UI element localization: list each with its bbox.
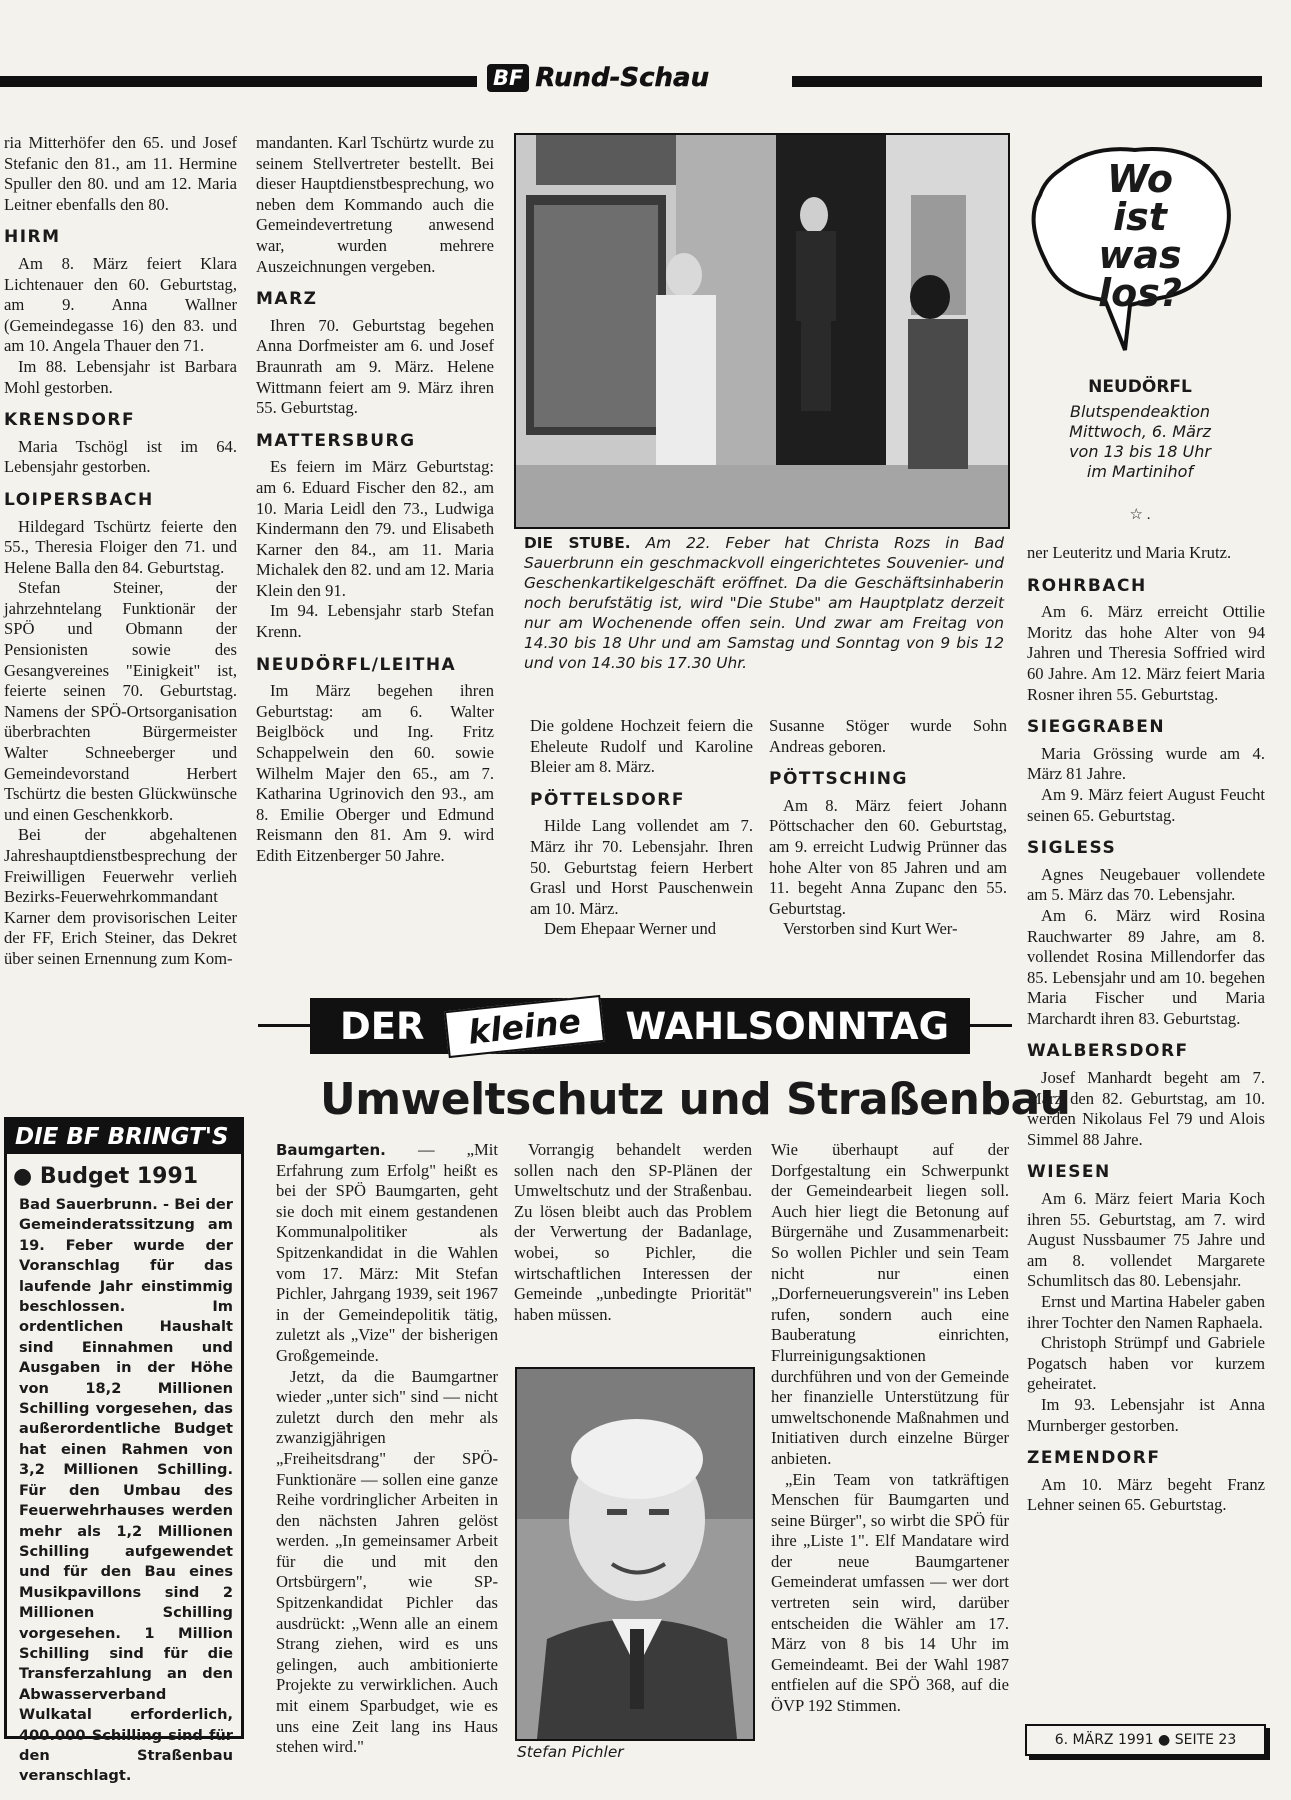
article-column-2: [514, 1140, 752, 1325]
masthead-rule-right: [792, 76, 1262, 87]
bf-bringts-text: Bad Sauerbrunn. - Bei der Gemeinderatssitzung am 19. Feber wurde der Voranschlag für das laufende Jahr einstimmig beschlossen. Im ordentlichen Haushalt sind Einnahmen und Ausgaben in der Höhe von 18,2 Millionen Schilling vorgesehen, das außerordentliche Budget hat einen Rahmen von 3,2 Millionen Schilling. Für den Umbau des Feuerwehrhauses werden mehr als 1,2 Millionen Schilling aufgewendet und für den Bau eines Musikpavillons sind 2 Millionen Schilling vorgesehen. 1 Million Schilling sind für die Transferzahlung an den Abwasserverband Wulkatal erforderlich, 400.000 Schilling sind für den Straßenbau veranschlagt.: [19, 1196, 233, 1785]
paragraph: Hildegard Tschürtz feierte den 55., Theresia Floiger den 71. und Helene Balla den 84. Geburtstag.: [4, 516, 237, 577]
paragraph: Hilde Lang vollendet am 7. März ihr 70. Lebensjahr. Ihren 50. Geburtstag feiern Herbert Grasl und Horst Pauschenwein am 10. März.: [530, 816, 753, 918]
column-3a: [530, 716, 753, 940]
article-column-1: [276, 1140, 498, 1758]
section-heading-sigless: SIGLESS: [1027, 838, 1117, 859]
paragraph: Am 6. März feiert Maria Koch ihren 55. Geburtstag, am 7. wird August Nussbaumer 75 Jahre und am 8. vollendet Margarete Schumlitsch das 80. Lebensjahr.: [1027, 1189, 1265, 1291]
shop-photo-illustration: [516, 135, 1008, 527]
paragraph: Am 8. März feiert Klara Lichtenauer den 60. Geburtstag, am 9. Anna Wallner (Gemeindegasse 16) den 83. und am 10. Angela Thauer den 71.: [4, 253, 237, 356]
article-column-3: [771, 1140, 1009, 1717]
paragraph: Verstorben sind Kurt Wer-: [783, 919, 958, 939]
section-heading-marz: MARZ: [256, 289, 318, 310]
section-heading-rohrbach: ROHRBACH: [1027, 575, 1147, 596]
masthead-logo: [487, 63, 709, 93]
column-2: [256, 133, 494, 867]
column-4a: [769, 716, 1007, 940]
section-heading-walbersdorf: WALBERSDORF: [1027, 1041, 1189, 1062]
banner-left-text: DER: [340, 1004, 425, 1048]
paragraph: Bei der abgehaltenen Jahreshauptdienstbesprechung der Freiwilligen Feuerwehr verlieh Bezirks-Feuerwehrkommandant Karner dem provisorischen Leiter der FF, Erich Steiner, das Dekret über seinen Ernennung zum Kom-: [4, 825, 237, 968]
wahlsonntag-banner: [310, 998, 970, 1054]
paragraph: Am 9. März feiert August Feucht seinen 65. Geburtstag.: [1027, 784, 1265, 825]
section-heading-pottelsdorf: PÖTTELSDORF: [530, 789, 685, 810]
section-heading-krensdorf: KRENSDORF: [4, 410, 136, 431]
banner-rule-left: [258, 1024, 310, 1027]
paragraph: Jetzt, da die Baumgartner wieder „unter sich" sind — nicht zuletzt durch den mehr als zwanzigjährigen „Freiheitsdrang" der SPÖ-Funktionäre — sollen eine ganze Reihe vordringlicher Arbeiten in den nächsten Jahren gelöst werden. „In gemeinsamer Arbeit für die und mit den Ortsbürgern", wie SP-Spitzenkandidat Pichler das ausdrückt: „Wenn alle an einem Strang ziehen, wird es uns gelingen, auch ambitionierte Projekte zu verwirklichen. Auch mit einem Sparbudget, wie es uns eine Zeit lang ins Haus stehen wird.": [276, 1366, 498, 1757]
section-heading-loipersbach: LOIPERSBACH: [4, 489, 154, 510]
paragraph: Am 8. März feiert Johann Pöttschacher den 60. Geburtstag, am 9. erreicht Ludwig Prünner das hohe Alter von 85 Jahren und am 11. begeht Anna Zupanc den 55. Geburtstag.: [769, 795, 1007, 918]
section-title: Rund-Schau: [535, 63, 710, 93]
wo-ist-place: NEUDÖRFL: [1088, 377, 1192, 397]
photo-caption-die-stube: [524, 533, 1004, 673]
banner-right-text: WAHLSONNTAG: [625, 1004, 950, 1048]
masthead-rule-left: [0, 76, 477, 87]
paragraph: Susanne Stöger wurde Sohn Andreas geboren.: [769, 716, 1007, 756]
bf-bringts-box: [4, 1117, 244, 1785]
bf-bringts-title: ● Budget 1991: [13, 1164, 199, 1189]
section-heading-neudorfl: NEUDÖRFL/LEITHA: [256, 654, 457, 675]
event-line: im Martinihof: [1086, 462, 1194, 481]
paragraph: Die goldene Hochzeit feiern die Eheleute Rudolf und Karoline Bleier am 8. März.: [530, 716, 753, 777]
paragraph: ria Mitterhöfer den 65. und Josef Stefanic den 81., am 11. Hermine Spuller den 80. und am 12. Maria Leitner ebenfalls den 80.: [4, 133, 237, 214]
photo-stefan-pichler: [515, 1367, 755, 1741]
bf-bringts-header: DIE BF BRINGT'S: [7, 1120, 241, 1154]
paragraph: Wie überhaupt auf der Dorfgestaltung ein Schwerpunkt der Gemeindearbeit liegen soll. Auch hier liegt die Betonung auf Bürgernähe und Zusammenarbeit: So wollen Pichler und sein Team nicht nur einen „Dorferneuerungsverein" ins Leben rufen, sondern auch eine Bauberatung einrichten, Flurreinigungsaktionen durchführen und von der Gemeinde her finanzielle Unterstützung für umweltschonende Maßnahmen und Initiativen durch einzelne Bürger anbieten.: [771, 1140, 1009, 1468]
bubble-line: los?: [1098, 271, 1182, 315]
paragraph: Maria Grössing wurde am 4. März 81 Jahre.: [1027, 743, 1265, 784]
paragraph: Am 6. März wird Rosina Rauchwarter 89 Jahre, am 8. vollendet Rosina Millendorfer das 85. Lebensjahr und am 10. begehen Maria Fischer und Maria Marchardt ihren 83. Geburtstag.: [1027, 905, 1265, 1028]
wo-ist-event: [1030, 402, 1250, 482]
column-1: [4, 133, 237, 970]
paragraph: Dem Ehepaar Werner und: [544, 919, 717, 939]
article-lead: Baumgarten.: [276, 1141, 386, 1159]
paragraph: „Ein Team von tatkräftigen Menschen für Baumgarten und seine Bürger", so wirbt die SPÖ für ihre „Liste 1". Elf Mandatare wird der neue Baumgartener Gemeinderat umfassen — wer dort vertreten sein wird, darüber entscheiden die Wähler am 17. März von 8 bis 14 Uhr im Gemeindeamt. Bei der Wahl 1987 entfielen auf die SPÖ 368, auf die ÖVP 192 Stimmen.: [771, 1469, 1009, 1716]
section-heading-zemendorf: ZEMENDORF: [1027, 1448, 1161, 1469]
paragraph: Am 6. März erreicht Ottilie Moritz das hohe Alter von 94 Jahren und Theresia Soffried wird 60 Jahre. Am 12. März feiert Maria Rosner ihren 55. Geburtstag.: [1027, 602, 1265, 704]
paragraph: Im 94. Lebensjahr starb Stefan Krenn.: [256, 601, 494, 642]
paragraph: Ernst und Martina Habeler gaben ihrer Tochter den Namen Raphaela.: [1027, 1292, 1265, 1332]
paragraph: ner Leuteritz und Maria Krutz.: [1027, 543, 1232, 562]
portrait-illustration: [517, 1369, 753, 1739]
event-line: Mittwoch, 6. März: [1069, 422, 1211, 441]
page-footer: 6. MÄRZ 1991 ● SEITE 23: [1025, 1724, 1266, 1756]
paragraph: mandanten. Karl Tschürtz wurde zu seinem Stellvertreter bestellt. Bei dieser Hauptdienstbesprechung, wo neben dem Kommando auch die Gemeindevertretung anwesend war, wurden mehrere Auszeichnungen vergeben.: [256, 133, 494, 276]
section-heading-wiesen: WIESEN: [1027, 1162, 1111, 1183]
bubble-line: ist was: [1098, 195, 1182, 277]
paragraph: Ihren 70. Geburtstag begehen Anna Dorfmeister am 6. und Josef Braunrath am 9. März. Helene Wittmann feiert am 9. März ihren 55. Geburtstag.: [256, 315, 494, 418]
section-heading-hirm: HIRM: [4, 227, 61, 248]
section-heading-pottsching: PÖTTSCHING: [769, 769, 908, 790]
paragraph: Im 88. Lebensjahr ist Barbara Mohl gestorben.: [4, 356, 237, 397]
caption-text: Am 22. Feber hat Christa Rozs in Bad Sauerbrunn ein geschmackvoll eingerichtetes Souvenier- und Geschenkartikelgeschäft eröffnet. Da die Geschäftsinhaberin noch berufstätig ist, wird "Die Stube" am Hauptplatz derzeit nur am Wochenende offen sein. Und zwar am Freitag von 14.30 bis 18 Uhr und am Samstag und Sonntag von 9 bis 12 und von 14.30 bis 17.30 Uhr.: [524, 534, 1005, 672]
section-heading-sieggraben: SIEGGRABEN: [1027, 717, 1166, 738]
paragraph: Stefan Steiner, der jahrzehntelang Funktionär der SPÖ und Obmann der Pensionisten sowie des Gesangvereines "Einigkeit" ist, feierte seinen 70. Geburtstag. Namens der SPÖ-Ortsorganisation überbrachten Bürgermeister Walter Schneeberger und Gemeindevorstand Herbert Tschürtz die besten Glückwünsche und einen Geschenkkorb.: [4, 578, 237, 824]
bubble-line: Wo: [1107, 157, 1173, 201]
paragraph: Am 10. März begeht Franz Lehner seinen 65. Geburtstag.: [1027, 1474, 1265, 1515]
article-headline: Umweltschutz und Straßenbau: [320, 1074, 1071, 1125]
article-text: — „Mit Erfahrung zum Erfolg" heißt es bei der SPÖ Baumgarten, geht sie doch mit einem gestandenen Kommunalpolitiker als Spitzenkandidat in die Wahlen vom 17. März: Mit Stefan Pichler, Jahrgang 1939, seit 1967 in der Gemeindepolitik tätig, zuletzt als „Vize" der bisherigen Großgemeinde.: [276, 1140, 498, 1365]
event-line: von 13 bis 18 Uhr: [1069, 442, 1211, 461]
paragraph: Im 93. Lebensjahr ist Anna Murnberger gestorben.: [1027, 1394, 1265, 1435]
star-separator: ☆ .: [1129, 507, 1151, 523]
photo-caption-pichler: Stefan Pichler: [517, 1743, 624, 1761]
paragraph: Maria Tschögl ist im 64. Lebensjahr gestorben.: [4, 436, 237, 477]
section-heading-mattersburg: MATTERSBURG: [256, 430, 416, 451]
column-5: [1027, 543, 1265, 1516]
paragraph: Es feiern im März Geburtstag: am 6. Eduard Fischer den 82., am 10. Maria Leidl den 73., Ludwiga Kindermann den 79. und Elisabeth Karner den 84., am 11. Maria Michalek den 82. und am 12. Maria Klein den 91.: [256, 457, 494, 600]
event-line: Blutspendeaktion: [1069, 402, 1211, 421]
caption-lead: DIE STUBE.: [524, 534, 631, 552]
paragraph: Agnes Neugebauer vollendete am 5. März das 70. Lebensjahr.: [1027, 864, 1265, 905]
paragraph: Christoph Strümpf und Gabriele Pogatsch haben vor kurzem geheiratet.: [1027, 1333, 1265, 1394]
paragraph: Vorrangig behandelt werden sollen nach den SP-Plänen der Umweltschutz und der Straßenbau. Zu lösen bleibt auch das Problem der Verwertung der Badanlage, wobei, so Pichler, die wirtschaftlichen Interessen der Gemeinde „unbedingte Priorität" haben müssen.: [514, 1140, 752, 1324]
bubble-text: [1065, 157, 1215, 315]
bf-logo: BF: [487, 64, 529, 92]
banner-kleine: kleine: [444, 994, 605, 1057]
paragraph: Josef Manhardt begeht am 7. März den 82. Geburtstag, am 10. werden Nikolaus Fel 79 und Alois Simmel 88 Jahre.: [1027, 1068, 1265, 1149]
paragraph: Im März begehen ihren Geburtstag: am 6. Walter Beiglböck und Ing. Fritz Schappelwein den 60. sowie Wilhelm Majer den 65., am 7. Katharina Ugrinovich den 93., am 8. Emilie Oberger und Edmund Reismann den 81. Am 9. wird Edith Eitzenberger 50 Jahre.: [256, 681, 494, 865]
photo-die-stube: [514, 133, 1010, 529]
banner-rule-right: [970, 1024, 1012, 1027]
